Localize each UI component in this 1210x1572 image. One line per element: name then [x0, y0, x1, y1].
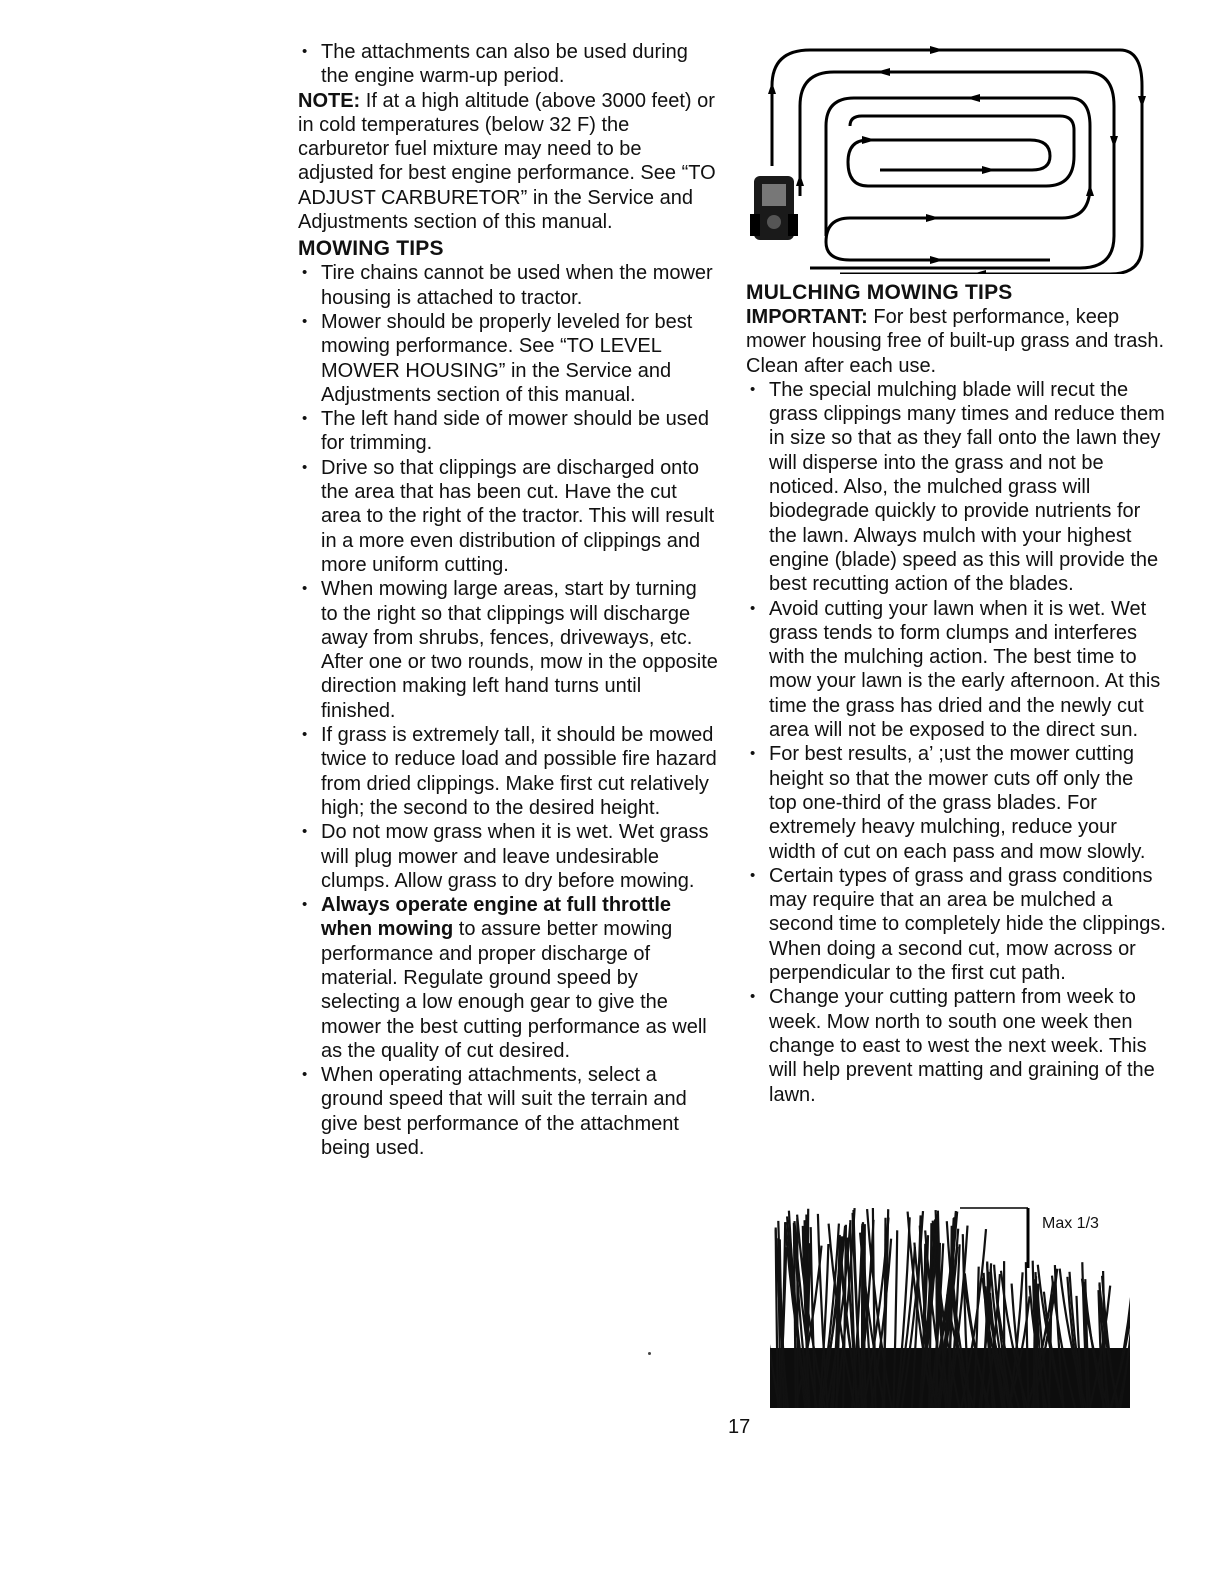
throttle-text: to assure better mowing performance and proper discharge of material. Regulate ground speed by selecting a low enough gear to give the mower the best cutting performance as well as the quality of cut desired.	[321, 918, 707, 1062]
list-item	[746, 985, 1166, 1106]
list-item	[298, 407, 718, 456]
bullet-text: Drive so that clippings are discharged onto the area that has been cut. Have the cut area to the right of the tractor. This will result in a more even distribution of clippings and more uniform cutting.	[321, 456, 715, 576]
bullet-text: The left hand side of mower should be used for trimming.	[321, 408, 710, 455]
list-item	[298, 310, 718, 407]
list-item	[298, 1063, 718, 1160]
list-item	[298, 40, 718, 89]
bullet-text: Certain types of grass and grass conditions may require that an area be mulched a second time to completely hide the clippings. When doing a second cut, mow across or perpendicular to the first cut path.	[769, 864, 1166, 985]
left-column	[298, 40, 718, 1160]
grass-label: Max 1/3	[1042, 1215, 1099, 1232]
list-item	[746, 742, 1166, 863]
list-item	[298, 723, 718, 820]
mowing-pattern-diagram	[750, 46, 1150, 274]
grass-illustration	[770, 1198, 1130, 1408]
tractor-icon	[750, 176, 798, 240]
important-label: IMPORTANT:	[746, 306, 868, 328]
bullet-text: If grass is extremely tall, it should be mowed twice to reduce load and possible fire hazard from dried clippings. Make first cut relatively high; the second to the desired height.	[321, 724, 717, 819]
bullet-text: Change your cutting pattern from week to week. Mow north to south one week then change to east to west the next week. This will help prevent matting and graining of the lawn.	[769, 986, 1155, 1106]
mulching-tips-heading: MULCHING MOWING TIPS	[746, 281, 1013, 304]
bullet-text: The attachments can also be used during the engine warm-up period.	[321, 41, 688, 88]
note-paragraph	[298, 89, 718, 235]
list-item	[746, 378, 1166, 597]
important-paragraph	[746, 305, 1166, 378]
important-text: For best performance, keep mower housing free of built-up grass and trash. Clean after each use.	[746, 306, 1164, 377]
bullet-text: When operating attachments, select a ground speed that will suit the terrain and give best performance of the attachment being used.	[321, 1064, 687, 1160]
throttle-bold-text: Always operate engine at full throttle when mowing	[321, 894, 672, 941]
list-item	[298, 261, 718, 310]
list-item	[298, 820, 718, 893]
bullet-text: When mowing large areas, start by turning to the right so that clippings will discharge away from shrubs, fences, driveways, etc. After one or two rounds, mow in the opposite direction making left hand turns until finished.	[321, 578, 718, 722]
right-column	[746, 278, 1166, 1107]
list-item	[746, 597, 1166, 743]
list-item	[298, 577, 718, 723]
note-label: NOTE:	[298, 89, 361, 112]
bullet-text: The special mulching blade will recut the grass clippings many times and reduce them in size so that as they fall onto the lawn they will disperse into the grass and not be noticed. Also, the mulched grass will biodegrade quickly to provide nutrients for the lawn. Always mulch with your highest engine (blade) speed as this will provide the best recutting action of the blades.	[769, 378, 1165, 596]
note-text: If at a high altitude (above 3000 feet) or in cold temperatures (below 32 F) the carburetor fuel mixture may need to be adjusted for best engine performance. See “TO ADJUST CARBURETOR” in the Service and Adjustments section of this manual.	[298, 89, 716, 234]
bullet-text: Tire chains cannot be used when the mower housing is attached to tractor.	[321, 262, 713, 309]
bullet-text: Mower should be properly leveled for best mowing performance. See “TO LEVEL MOWER HOUSING” in the Service and Adjustments section of this manual.	[321, 310, 693, 406]
scan-speck	[648, 1352, 651, 1355]
bullet-text: Do not mow grass when it is wet. Wet grass will plug mower and leave undesirable clumps. Allow grass to dry before mowing.	[321, 821, 709, 892]
mowing-tips-heading: MOWING TIPS	[298, 237, 444, 261]
list-item	[746, 864, 1166, 985]
bullet-text: Avoid cutting your lawn when it is wet. Wet grass tends to form clumps and interferes with the mulching action. The best time to mow your lawn is the early afternoon. At this time the grass has dried and the newly cut area will not be exposed to the direct sun.	[769, 597, 1161, 742]
list-item	[298, 456, 718, 577]
page-number: 17	[728, 1416, 751, 1438]
bullet-text: For best results, a’ ;ust the mower cutting height so that the mower cuts off only the top one-third of the grass blades. For extremely heavy mulching, reduce your width of cut on each pass and mow slowly.	[769, 743, 1146, 863]
list-item	[298, 893, 718, 1063]
